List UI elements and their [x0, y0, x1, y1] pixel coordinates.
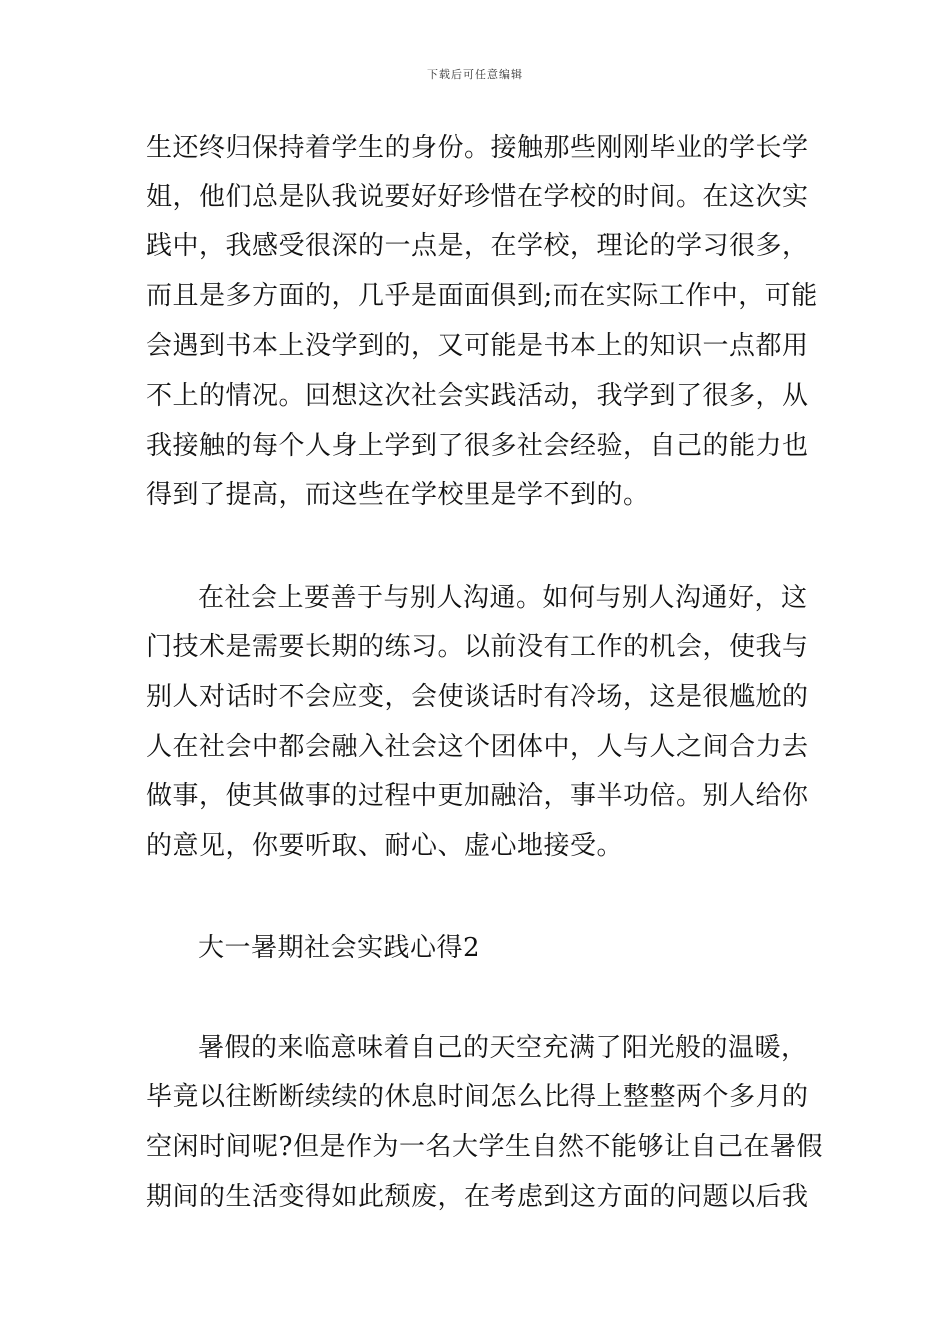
text-line: 人在社会中都会融入社会这个团体中，人与人之间合力去: [146, 732, 809, 762]
text-line: 得到了提高，而这些在学校里是学不到的。: [146, 480, 650, 510]
text-line: 门技术是需要长期的练习。以前没有工作的机会，使我与: [146, 632, 809, 662]
text-line: 不上的情况。回想这次社会实践活动，我学到了很多，从: [146, 381, 809, 411]
text-line: 别人对话时不会应变，会使谈话时有冷场，这是很尴尬的: [146, 682, 809, 712]
text-line: 做事，使其做事的过程中更加融洽，事半功倍。别人给你: [146, 781, 809, 811]
text-line: 暑假的来临意味着自己的天空充满了阳光般的温暖，: [198, 1033, 808, 1063]
text-line: 空闲时间呢?但是作为一名大学生自然不能够让自己在暑假: [146, 1132, 823, 1162]
text-line: 毕竟以往断断续续的休息时间怎么比得上整整两个多月的: [146, 1082, 809, 1112]
text-line: 姐，他们总是队我说要好好珍惜在学校的时间。在这次实: [146, 182, 809, 212]
text-line: 的意见，你要听取、耐心、虚心地接受。: [146, 831, 624, 861]
heading-line: 大一暑期社会实践心得2: [198, 933, 481, 963]
text-line: 践中，我感受很深的一点是，在学校，理论的学习很多，: [146, 231, 809, 261]
text-line: 我接触的每个人身上学到了很多社会经验，自己的能力也: [146, 431, 809, 461]
text-line: 期间的生活变得如此颓废，在考虑到这方面的问题以后我: [146, 1182, 809, 1212]
text-line: 在社会上要善于与别人沟通。如何与别人沟通好，这: [198, 583, 808, 613]
text-line: 生还终归保持着学生的身份。接触那些刚刚毕业的学长学: [146, 133, 809, 163]
text-line: 会遇到书本上没学到的，又可能是书本上的知识一点都用: [146, 331, 809, 361]
text-line: 而且是多方面的，几乎是面面俱到;而在实际工作中，可能: [146, 281, 818, 311]
page-header: 下载后可任意编辑: [427, 68, 523, 81]
